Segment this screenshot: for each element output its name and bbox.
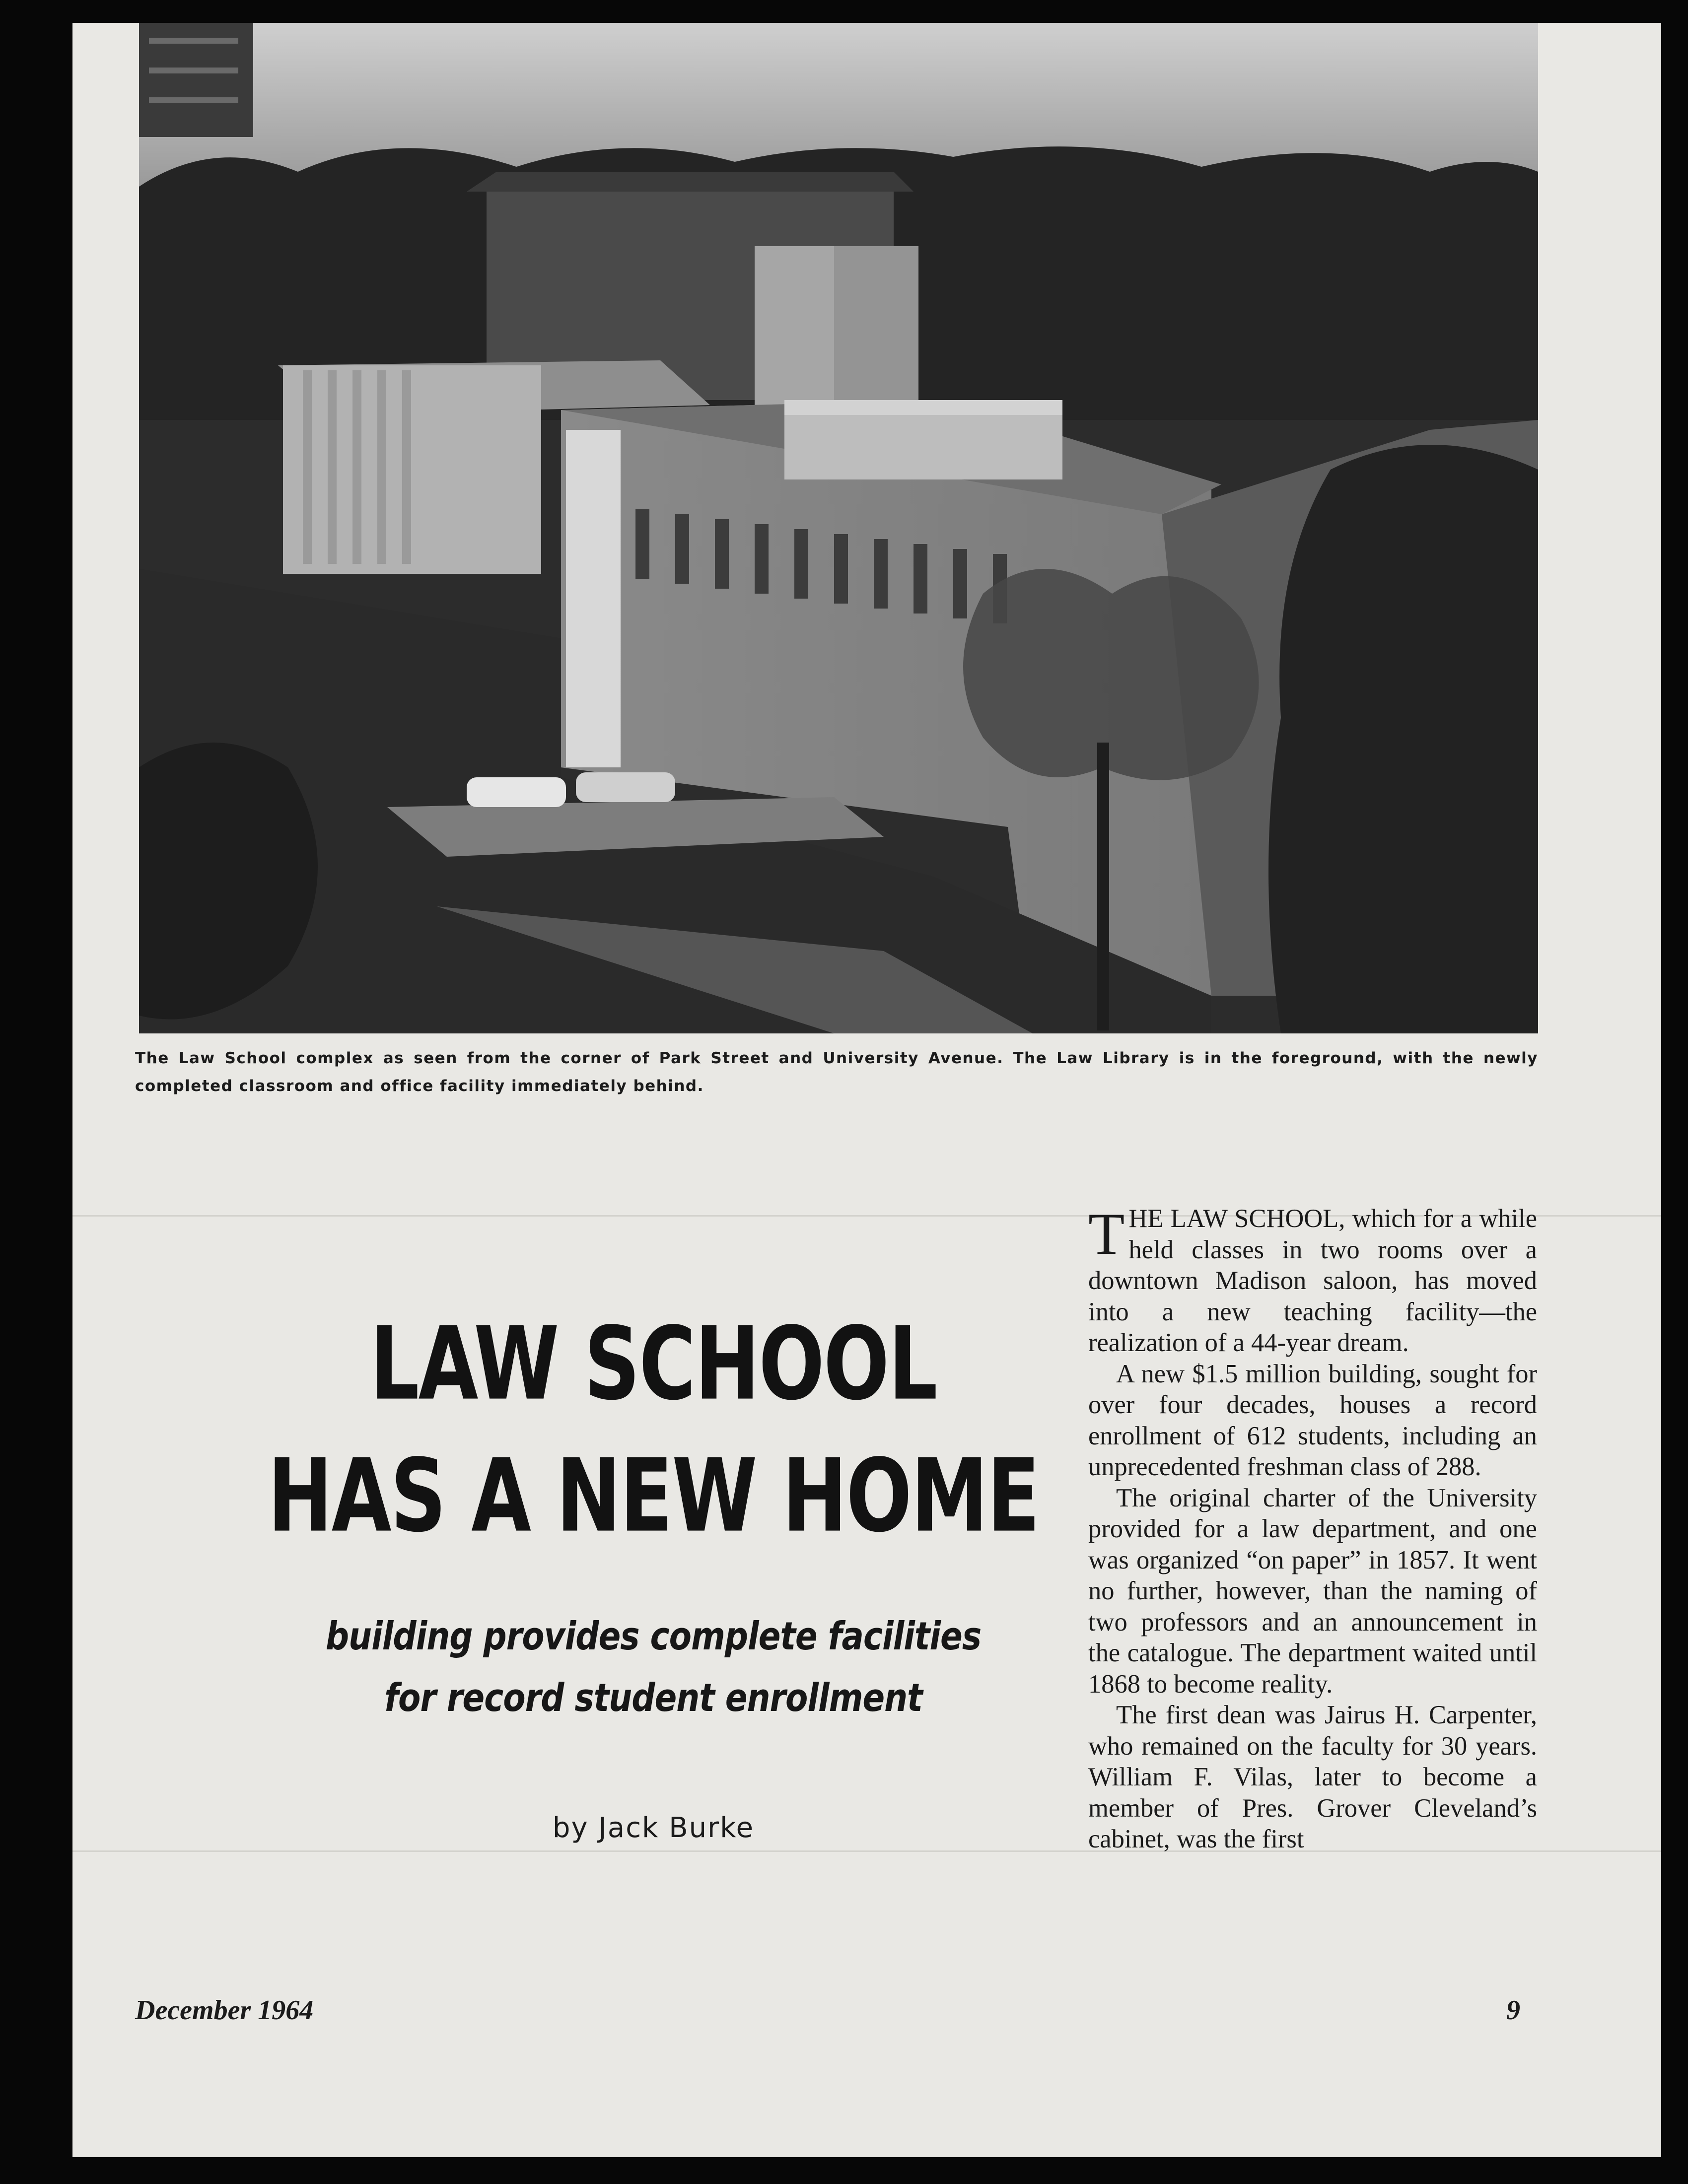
article-paragraph-text: HE LAW SCHOOL, which for a while held classes in two rooms over a downtown Madison saloon, has moved into a new teaching facility—the realization of a 44-year dream. <box>1088 1204 1537 1357</box>
law-school-photo <box>139 23 1538 1033</box>
photo-caption: The Law School complex as seen from the corner of Park Street and University Avenue. The Law Library is in the foreground, with the newly completed classroom and office facility immediately behind. <box>135 1049 1538 1095</box>
footer-date: December 1964 <box>135 1995 314 2026</box>
drop-cap: T <box>1088 1201 1125 1267</box>
byline: by Jack Burke <box>552 1812 755 1844</box>
article-paragraph: A new $1.5 million building, sought for over four decades, houses a record enrollment of 612 students, including an unprecedented freshman class of 288. <box>1088 1359 1537 1481</box>
headline-line-1: LAW SCHOOL <box>370 1305 937 1423</box>
article-paragraph: The first dean was Jairus H. Carpenter, who remained on the faculty for 30 years. William F. Vilas, later to become a member of Pres. Grover Cleveland’s cabinet, was the first <box>1088 1701 1537 1853</box>
article-paragraph: The original charter of the University provided for a law department, and one was organized “on paper” in 1857. It went no further, however, than the naming of two professors and an announcement in the catalogue. The department waited until 1868 to become reality. <box>1088 1483 1537 1699</box>
subheadline-line-2: for record student enrollment <box>384 1675 922 1720</box>
article-body <box>1088 1203 1537 1855</box>
headline-line-2: HAS A NEW HOME <box>268 1437 1039 1555</box>
magazine-page <box>72 23 1661 2157</box>
subheadline-line-1: building provides complete facilities <box>325 1613 982 1659</box>
page-number: 9 <box>1506 1995 1520 2026</box>
article-paragraph <box>1088 1203 1537 1359</box>
